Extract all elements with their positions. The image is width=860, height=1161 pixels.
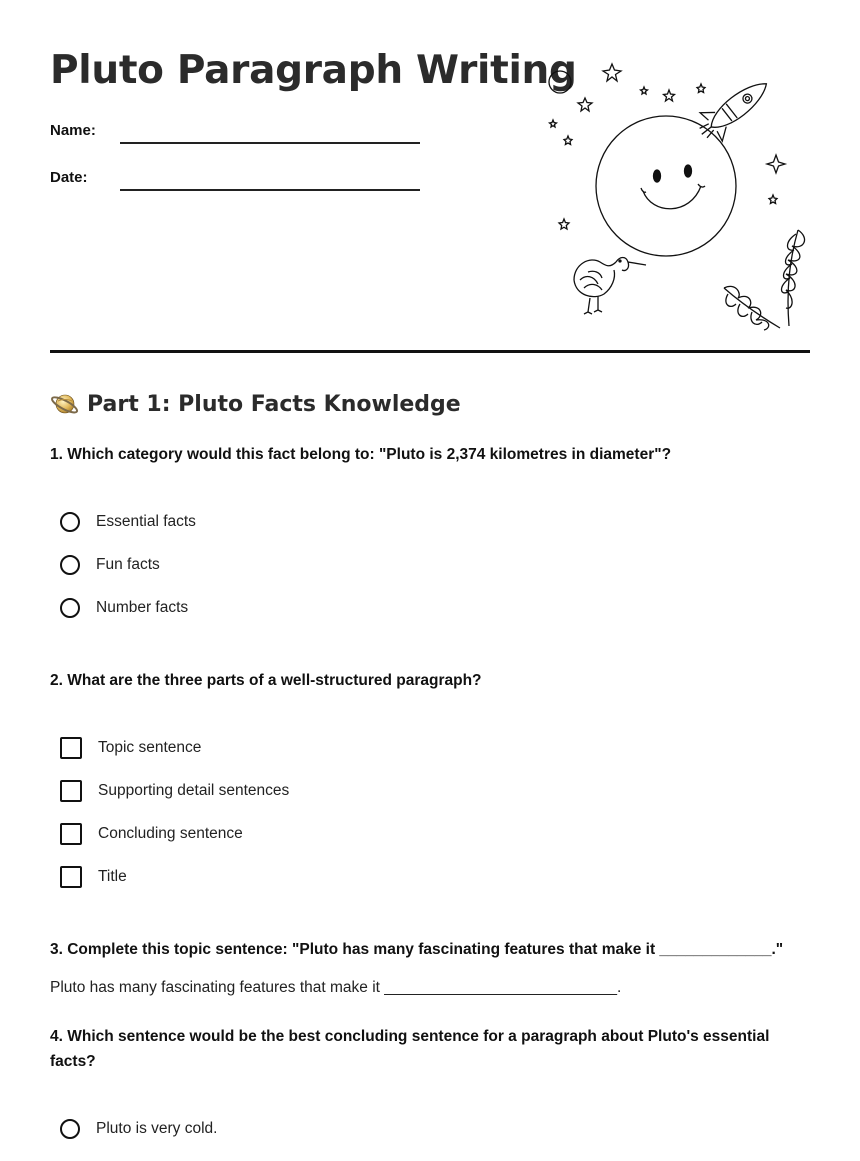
option-label: Pluto is very cold. (96, 1120, 218, 1137)
option-label: Fun facts (96, 556, 160, 573)
option-label: Title (98, 868, 127, 885)
name-input-line[interactable] (120, 142, 420, 144)
pluto-space-illustration-icon (540, 58, 815, 333)
question-2-text: 2. What are the three parts of a well-structured paragraph? (50, 672, 482, 689)
option-label: Essential facts (96, 513, 196, 530)
page-title: Pluto Paragraph Writing (50, 48, 577, 93)
name-label: Name: (50, 122, 96, 139)
section-1-title: Part 1: Pluto Facts Knowledge (87, 391, 461, 417)
q2-option-supporting-details[interactable] (60, 779, 289, 803)
checkbox[interactable] (60, 737, 82, 759)
name-field[interactable] (50, 118, 430, 148)
option-label: Supporting detail sentences (98, 782, 290, 799)
date-input-line[interactable] (120, 189, 420, 191)
q2-option-title[interactable] (60, 865, 127, 889)
q3-answer-line[interactable]: Pluto has many fascinating features that make it ___________________________. (50, 979, 622, 996)
option-label: Number facts (96, 599, 189, 616)
radio-button[interactable] (60, 512, 80, 532)
date-field[interactable] (50, 165, 430, 195)
q2-option-topic-sentence[interactable] (60, 736, 201, 760)
question-4-text: 4. Which sentence would be the best concluding sentence for a paragraph about Pluto's essential facts? (50, 1028, 770, 1070)
radio-button[interactable] (60, 598, 80, 618)
option-label: Concluding sentence (98, 825, 243, 842)
header-divider (50, 350, 810, 353)
q1-option-essential-facts[interactable] (60, 510, 196, 534)
radio-button[interactable] (60, 1119, 80, 1139)
checkbox[interactable] (60, 823, 82, 845)
question-3-text: 3. Complete this topic sentence: "Pluto has many fascinating features that make it _____________." (50, 941, 784, 958)
checkbox[interactable] (60, 780, 82, 802)
date-label: Date: (50, 169, 88, 186)
option-label: Topic sentence (98, 739, 202, 756)
q1-option-fun-facts[interactable] (60, 553, 160, 577)
radio-button[interactable] (60, 555, 80, 575)
q1-option-number-facts[interactable] (60, 596, 188, 620)
q2-option-concluding-sentence[interactable] (60, 822, 243, 846)
section-1-heading (50, 388, 461, 420)
checkbox[interactable] (60, 866, 82, 888)
question-1-text: 1. Which category would this fact belong to: "Pluto is 2,374 kilometres in diameter"? (50, 446, 672, 463)
q4-option-pluto-is-very-cold[interactable] (60, 1117, 217, 1141)
saturn-icon (50, 389, 80, 419)
